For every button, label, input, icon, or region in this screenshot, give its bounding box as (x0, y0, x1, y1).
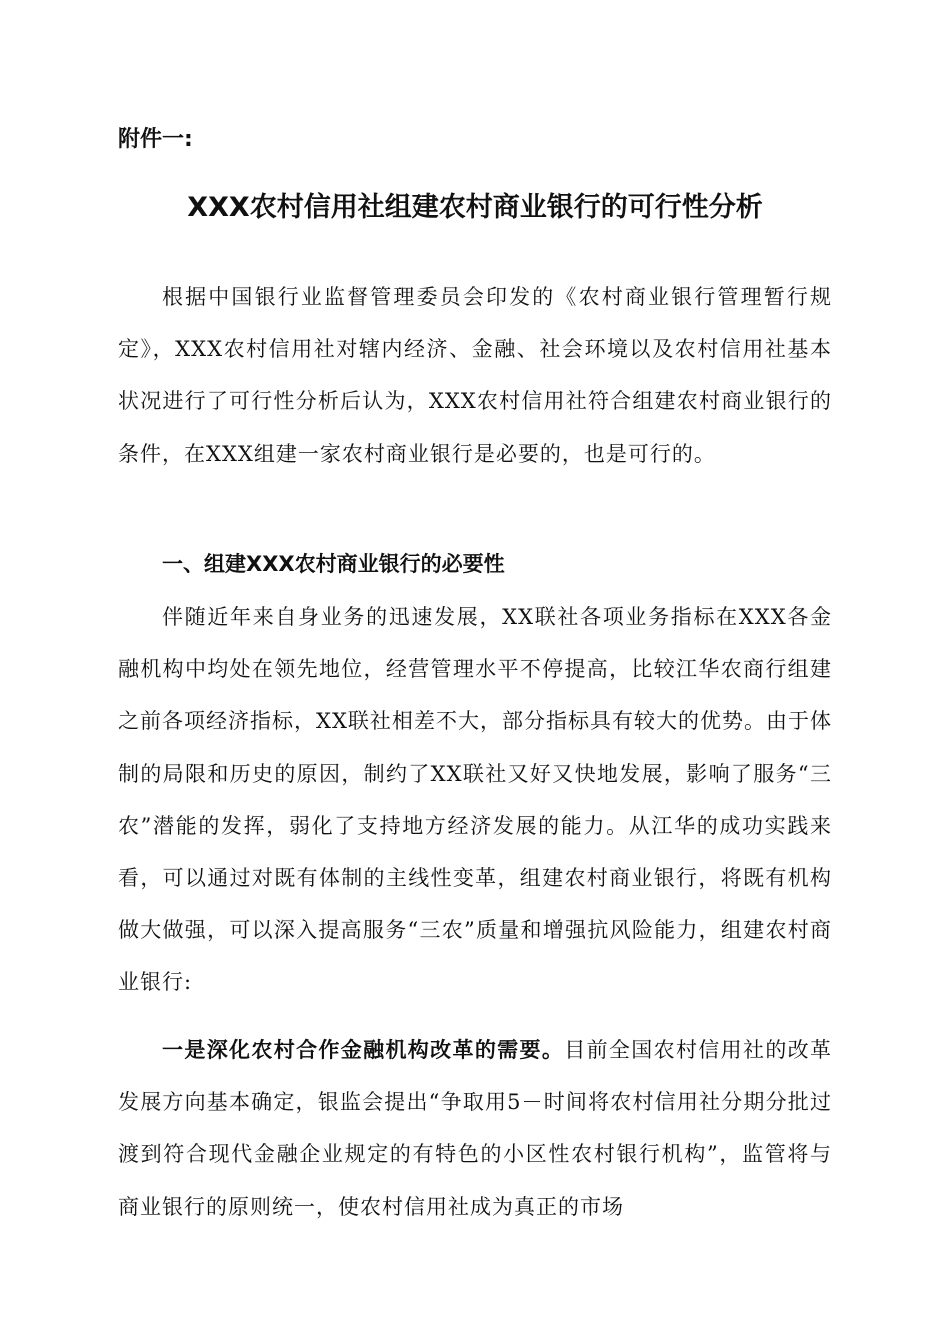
reform-paragraph-body: 目前全国农村信用社的改革发展方向基本确定，银监会提出“争取用5－时间将农村信用社分期分批过渡到符合现代金融企业规定的有特色的小区性农村银行机构”，监管将与商业银行的原则统一，使农村信用社成为真正的市场 (118, 1038, 833, 1219)
attachment-label: 附件一: (118, 127, 193, 152)
document-title: XXX农村信用社组建农村商业银行的可行性分析 (187, 192, 763, 223)
necessity-paragraph: 伴随近年来自身业务的迅速发展，XX联社各项业务指标在XXX各金融机构中均处在领先地位，经营管理水平不停提高，比较江华农商行组建之前各项经济指标，XX联社相差不大，部分指标具有较大的优势。由于体制的局限和历史的原因，制约了XX联社又好又快地发展，影响了服务“三农”潜能的发挥，弱化了支持地方经济发展的能力。从江华的成功实践来看，可以通过对既有体制的主线性变革，组建农村商业银行，将既有机构做大做强，可以深入提高服务“三农”质量和增强抗风险能力，组建农村商业银行: (118, 605, 832, 995)
reform-paragraph (118, 1024, 832, 1233)
reform-paragraph-lead: 一是深化农村合作金融机构改革的需要。 (162, 1038, 565, 1062)
section-heading-necessity: 一、组建XXX农村商业银行的必要性 (162, 552, 505, 576)
intro-paragraph: 根据中国银行业监督管理委员会印发的《农村商业银行管理暂行规定》，XXX农村信用社对辖内经济、金融、社会环境以及农村信用社基本状况进行了可行性分析后认为，XXX农村信用社符合组建农村商业银行的条件，在XXX组建一家农村商业银行是必要的，也是可行的。 (118, 285, 832, 466)
